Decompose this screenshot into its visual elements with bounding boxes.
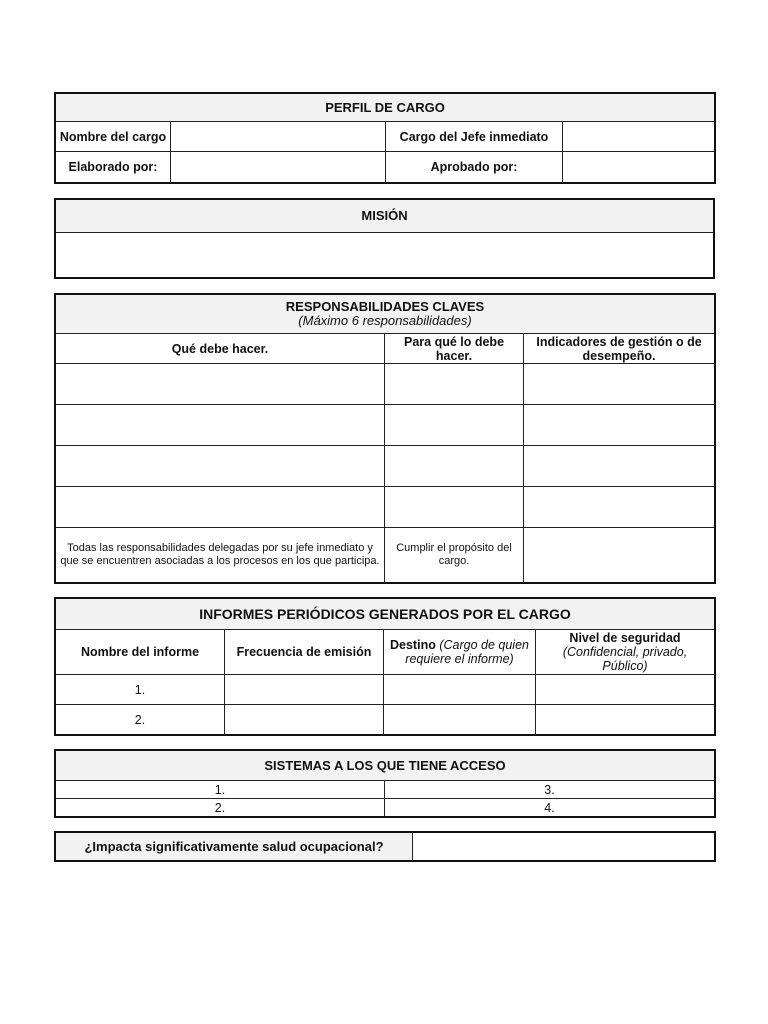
mision-title: MISIÓN <box>56 200 714 233</box>
table-row <box>56 675 715 705</box>
responsabilidades-header <box>56 295 715 334</box>
cargo-jefe-label: Cargo del Jefe inmediato <box>386 122 563 152</box>
sistema-item[interactable]: 2. <box>56 799 385 817</box>
table-row <box>56 528 715 583</box>
salud-question: ¿Impacta significativamente salud ocupacional? <box>56 833 413 861</box>
col-destino-label: Destino <box>390 638 436 652</box>
resp-cell[interactable] <box>524 528 715 583</box>
perfil-table <box>55 93 715 183</box>
resp-cell[interactable] <box>56 487 385 528</box>
table-row <box>56 364 715 405</box>
sistema-item[interactable]: 4. <box>385 799 715 817</box>
perfil-title: PERFIL DE CARGO <box>56 94 715 122</box>
informe-number: 1. <box>56 675 225 705</box>
sistema-item[interactable]: 3. <box>385 781 715 799</box>
col-indicadores: Indicadores de gestión o de desempeño. <box>524 334 715 364</box>
table-row <box>56 405 715 446</box>
aprobado-field[interactable] <box>563 152 715 183</box>
cargo-jefe-field[interactable] <box>563 122 715 152</box>
responsabilidades-subtitle: (Máximo 6 responsabilidades) <box>298 313 472 328</box>
sistemas-title: SISTEMAS A LOS QUE TIENE ACCESO <box>56 751 715 781</box>
col-nivel-label: Nivel de seguridad <box>569 631 681 645</box>
informe-number: 2. <box>56 705 225 735</box>
elaborado-label: Elaborado por: <box>56 152 171 183</box>
informes-title: INFORMES PERIÓDICOS GENERADOS POR EL CARGO <box>56 599 715 630</box>
resp-cell[interactable] <box>56 364 385 405</box>
elaborado-field[interactable] <box>171 152 386 183</box>
resp-last-what: Todas las responsabilidades delegadas por su jefe inmediato y que se encuentren asociadas a los procesos en los que participa. <box>56 528 385 583</box>
informe-cell[interactable] <box>225 705 384 735</box>
aprobado-label: Aprobado por: <box>386 152 563 183</box>
resp-cell[interactable] <box>385 487 524 528</box>
mision-table <box>55 199 714 278</box>
col-que-debe-hacer: Qué debe hacer. <box>56 334 385 364</box>
responsabilidades-table <box>55 294 715 583</box>
resp-cell[interactable] <box>524 405 715 446</box>
col-frecuencia: Frecuencia de emisión <box>225 630 384 675</box>
nombre-cargo-label: Nombre del cargo <box>56 122 171 152</box>
mision-field[interactable] <box>56 233 714 278</box>
informe-cell[interactable] <box>536 675 715 705</box>
sistemas-table <box>55 750 715 817</box>
informes-table <box>55 598 715 735</box>
informe-cell[interactable] <box>225 675 384 705</box>
informe-cell[interactable] <box>384 705 536 735</box>
col-destino-hint: (Cargo de quien requiere el informe) <box>405 638 529 666</box>
resp-cell[interactable] <box>385 364 524 405</box>
resp-cell[interactable] <box>524 487 715 528</box>
col-nombre-informe: Nombre del informe <box>56 630 225 675</box>
col-nivel-hint: (Confidencial, privado, Público) <box>562 645 688 673</box>
resp-cell[interactable] <box>524 364 715 405</box>
resp-cell[interactable] <box>56 446 385 487</box>
informe-cell[interactable] <box>384 675 536 705</box>
resp-last-why: Cumplir el propósito del cargo. <box>385 528 524 583</box>
col-para-que: Para qué lo debe hacer. <box>385 334 524 364</box>
resp-cell[interactable] <box>385 446 524 487</box>
resp-cell[interactable] <box>524 446 715 487</box>
salud-answer-field[interactable] <box>413 833 715 861</box>
table-row <box>56 446 715 487</box>
sistema-item[interactable]: 1. <box>56 781 385 799</box>
informe-cell[interactable] <box>536 705 715 735</box>
col-destino <box>384 630 536 675</box>
resp-cell[interactable] <box>56 405 385 446</box>
responsabilidades-title: RESPONSABILIDADES CLAVES <box>285 299 485 314</box>
table-row <box>56 487 715 528</box>
salud-table <box>55 832 715 861</box>
col-nivel <box>536 630 715 675</box>
resp-cell[interactable] <box>385 405 524 446</box>
table-row <box>56 705 715 735</box>
nombre-cargo-field[interactable] <box>171 122 386 152</box>
